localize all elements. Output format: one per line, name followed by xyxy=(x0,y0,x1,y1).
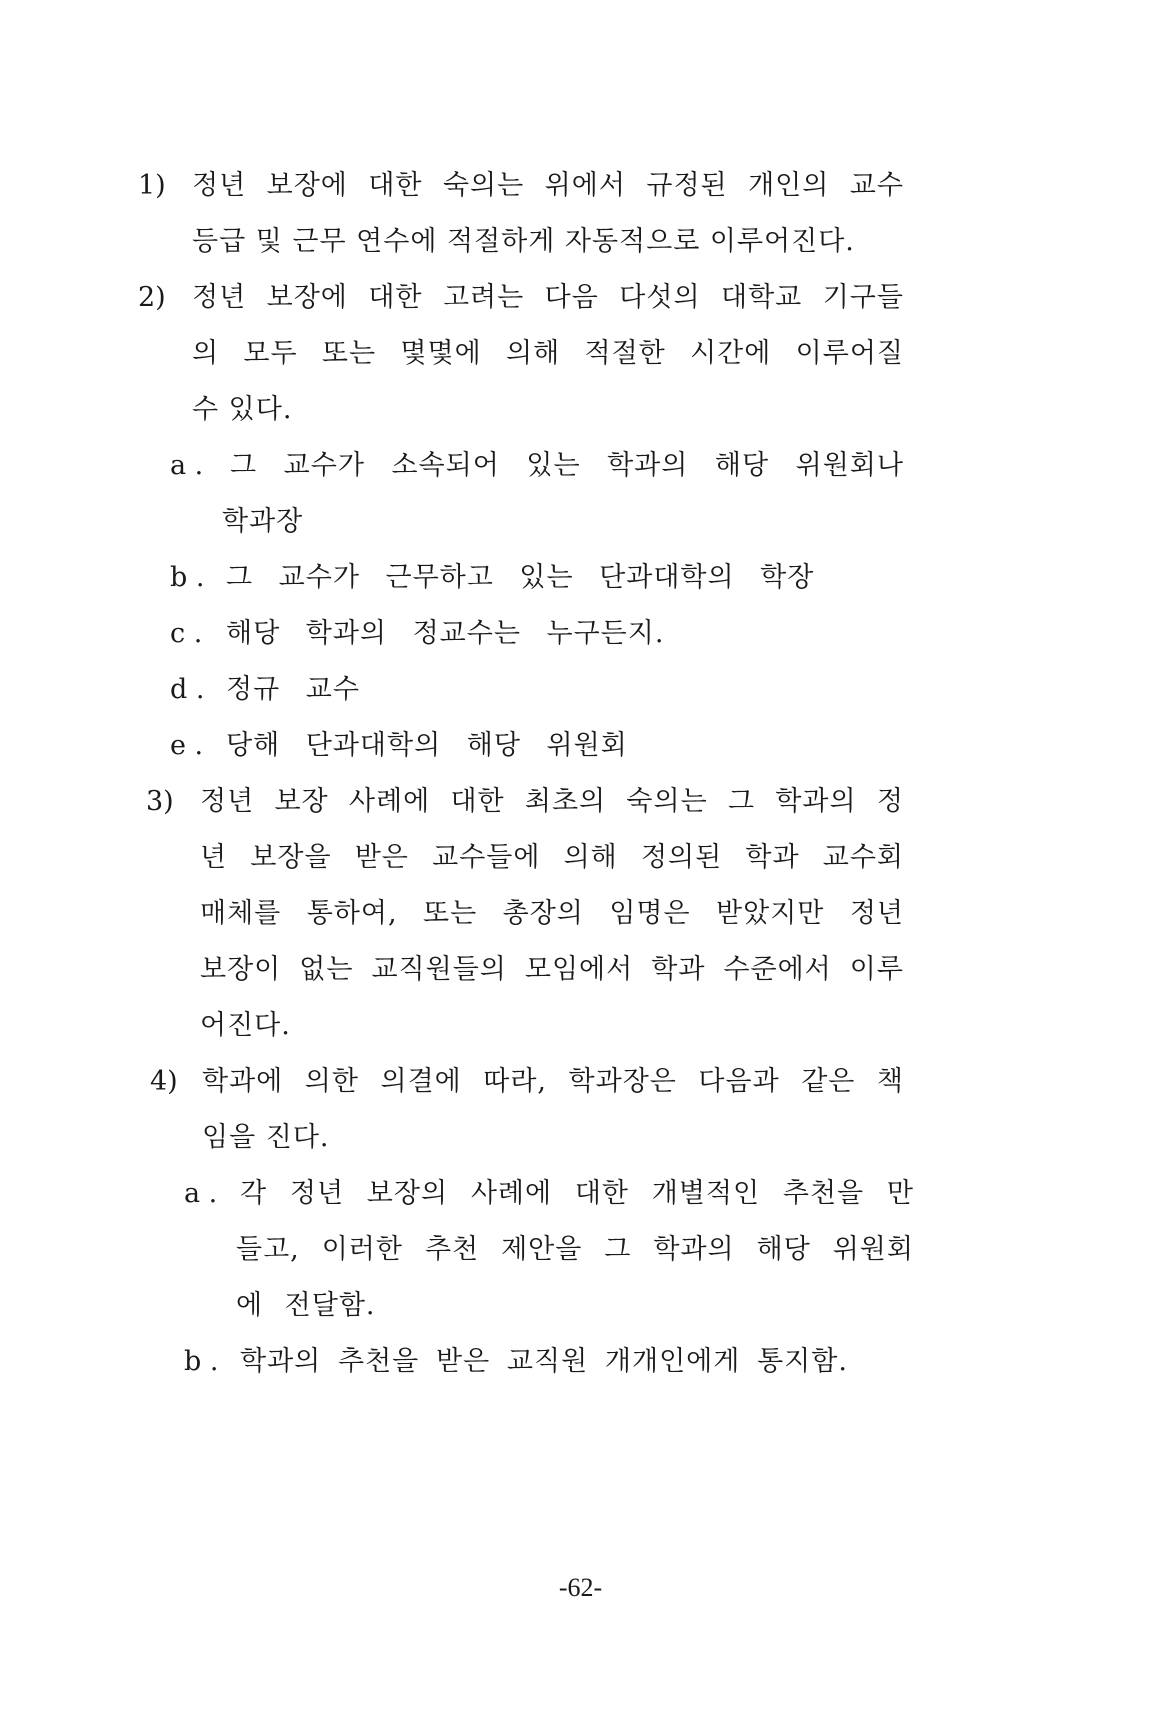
word: 교직원들의 xyxy=(371,954,507,985)
word: 대한 xyxy=(368,170,423,201)
word: 위원회 xyxy=(832,1234,914,1265)
word: 있는 xyxy=(526,450,581,481)
word: 같은 xyxy=(801,1066,856,1097)
item-4-marker: 4) xyxy=(150,1066,178,1097)
item-3-marker: 3) xyxy=(146,786,174,817)
word: 고려는 xyxy=(442,282,525,313)
word: 이루어질 xyxy=(795,338,904,369)
word: 의해 xyxy=(506,338,561,369)
word: 보장의 xyxy=(366,1178,449,1209)
word: 책 xyxy=(876,1066,904,1097)
word: 교수회 xyxy=(822,842,904,873)
word: 정년 xyxy=(849,898,904,929)
word: 학과의 xyxy=(607,450,689,481)
word: 의해 xyxy=(563,842,618,873)
item-2a-line-2: 학과장 xyxy=(222,506,304,537)
word: 의한 xyxy=(304,1066,359,1097)
page-number: -62- xyxy=(558,1573,603,1602)
word: 모임에서 xyxy=(524,954,634,985)
word: 제안을 xyxy=(501,1234,583,1265)
word: 정년 xyxy=(192,170,247,201)
word: 모두 xyxy=(243,338,298,369)
word: 또는 xyxy=(321,338,377,369)
word: 몇몇에 xyxy=(400,338,482,369)
word: 학과의 xyxy=(775,786,857,817)
word: 다섯의 xyxy=(619,282,701,313)
word: 없는 xyxy=(299,954,354,985)
word: 숙의는 xyxy=(442,170,525,201)
word: 정년 xyxy=(192,282,247,313)
word: 교수들에 xyxy=(432,842,541,873)
word: 정 xyxy=(876,786,904,817)
word: 개인의 xyxy=(748,170,830,201)
word: 그 xyxy=(727,786,756,817)
item-1-line-1 xyxy=(192,166,904,206)
word: 이러한 xyxy=(321,1234,403,1265)
item-4b-line-1 xyxy=(240,1342,848,1382)
item-2e-line-1: 당해 단과대학의 해당 위원회 xyxy=(226,730,628,761)
word: 추천을 xyxy=(338,1346,420,1377)
word: 의결에 xyxy=(380,1066,462,1097)
word: 해당 xyxy=(714,450,770,481)
word: 정년 xyxy=(289,1178,345,1209)
word: 매체를 xyxy=(200,898,282,929)
word: 위에서 xyxy=(544,170,626,201)
item-4a-marker: a . xyxy=(184,1178,218,1209)
word: 수준에서 xyxy=(723,954,832,985)
item-3-line-1 xyxy=(200,782,904,822)
item-1-line-2: 등급 및 근무 연수에 적절하게 자동적으로 이루어진다. xyxy=(192,226,855,257)
word: 추천 xyxy=(424,1234,480,1265)
item-3-line-5: 어진다. xyxy=(200,1010,291,1041)
word: 교직원 xyxy=(506,1346,589,1377)
word: 대한 xyxy=(574,1178,629,1209)
item-2-line-3: 수 있다. xyxy=(192,394,293,425)
item-4a-line-3: 에 전달함. xyxy=(236,1290,376,1321)
item-2a-line-1 xyxy=(230,446,904,486)
word: 학과에 xyxy=(202,1066,284,1097)
word: 학과의 xyxy=(240,1346,322,1377)
word: 총장의 xyxy=(502,898,584,929)
item-3-line-2 xyxy=(200,838,904,878)
word: 받은 xyxy=(436,1346,491,1377)
word: 받았지만 xyxy=(716,898,825,929)
word: 다음과 xyxy=(698,1066,780,1097)
word: 해당 xyxy=(756,1234,811,1265)
word: 그 xyxy=(604,1234,632,1265)
word: 그 xyxy=(230,450,258,481)
word: 이루 xyxy=(849,954,904,985)
word: 숙의는 xyxy=(626,786,708,817)
word: 교수 xyxy=(849,170,904,201)
word: 학과장은 xyxy=(568,1066,677,1097)
word: 사례에 xyxy=(348,786,431,817)
word: 보장에 xyxy=(266,282,348,313)
word: 추천을 xyxy=(782,1178,865,1209)
word: 소속되어 xyxy=(391,450,500,481)
word: 개개인에게 xyxy=(604,1346,741,1377)
word: 년 xyxy=(200,842,228,873)
word: 대한 xyxy=(450,786,505,817)
word: 만 xyxy=(886,1178,914,1209)
word: 다음 xyxy=(544,282,599,313)
item-4a-line-2 xyxy=(236,1230,914,1270)
word: 통하여, xyxy=(306,898,398,929)
word: 시간에 xyxy=(690,338,772,369)
word: 통지함. xyxy=(757,1346,848,1377)
word: 위원회나 xyxy=(795,450,904,481)
item-2a-marker: a . xyxy=(170,450,204,481)
item-1-marker: 1) xyxy=(138,170,166,201)
item-2d-line-1: 정규 교수 xyxy=(226,674,360,705)
word: 규정된 xyxy=(646,170,728,201)
item-2b-marker: b . xyxy=(170,562,205,593)
word: 사례에 xyxy=(470,1178,553,1209)
word: 학과의 xyxy=(653,1234,735,1265)
word: 받은 xyxy=(354,842,409,873)
item-2c-line-1: 해당 학과의 정교수는 누구든지. xyxy=(226,618,665,649)
item-3-line-3 xyxy=(200,894,904,934)
word: 보장이 xyxy=(200,954,282,985)
word: 임명은 xyxy=(609,898,691,929)
word: 들고, xyxy=(236,1234,300,1265)
word: 정년 xyxy=(200,786,255,817)
word: 따라, xyxy=(483,1066,548,1097)
item-2-line-1 xyxy=(192,278,904,318)
item-2-marker: 2) xyxy=(138,282,166,313)
item-2d-marker: d . xyxy=(170,674,205,705)
item-4-line-2: 임을 진다. xyxy=(202,1122,330,1153)
word: 각 xyxy=(240,1178,268,1209)
word: 대한 xyxy=(368,282,423,313)
item-4-line-1 xyxy=(202,1062,904,1102)
item-2b-line-1: 그 교수가 근무하고 있는 단과대학의 학장 xyxy=(226,562,815,593)
word: 보장에 xyxy=(266,170,348,201)
word: 학과 xyxy=(651,954,706,985)
item-4b-marker: b . xyxy=(184,1346,219,1377)
word: 적절한 xyxy=(584,338,666,369)
word: 보장을 xyxy=(250,842,332,873)
word: 의 xyxy=(192,338,220,369)
word: 정의된 xyxy=(640,842,723,873)
word: 대학교 xyxy=(720,282,803,313)
item-2c-marker: c . xyxy=(170,618,203,649)
item-3-line-4 xyxy=(200,950,904,990)
word: 학과 xyxy=(745,842,800,873)
word: 기구들 xyxy=(822,282,904,313)
word: 개별적인 xyxy=(651,1178,761,1209)
item-4a-line-1 xyxy=(240,1174,914,1214)
item-2-line-2 xyxy=(192,334,904,374)
word: 최초의 xyxy=(524,786,607,817)
word: 교수가 xyxy=(283,450,365,481)
item-2e-marker: e . xyxy=(170,730,204,761)
word: 보장 xyxy=(274,786,329,817)
word: 또는 xyxy=(423,898,478,929)
